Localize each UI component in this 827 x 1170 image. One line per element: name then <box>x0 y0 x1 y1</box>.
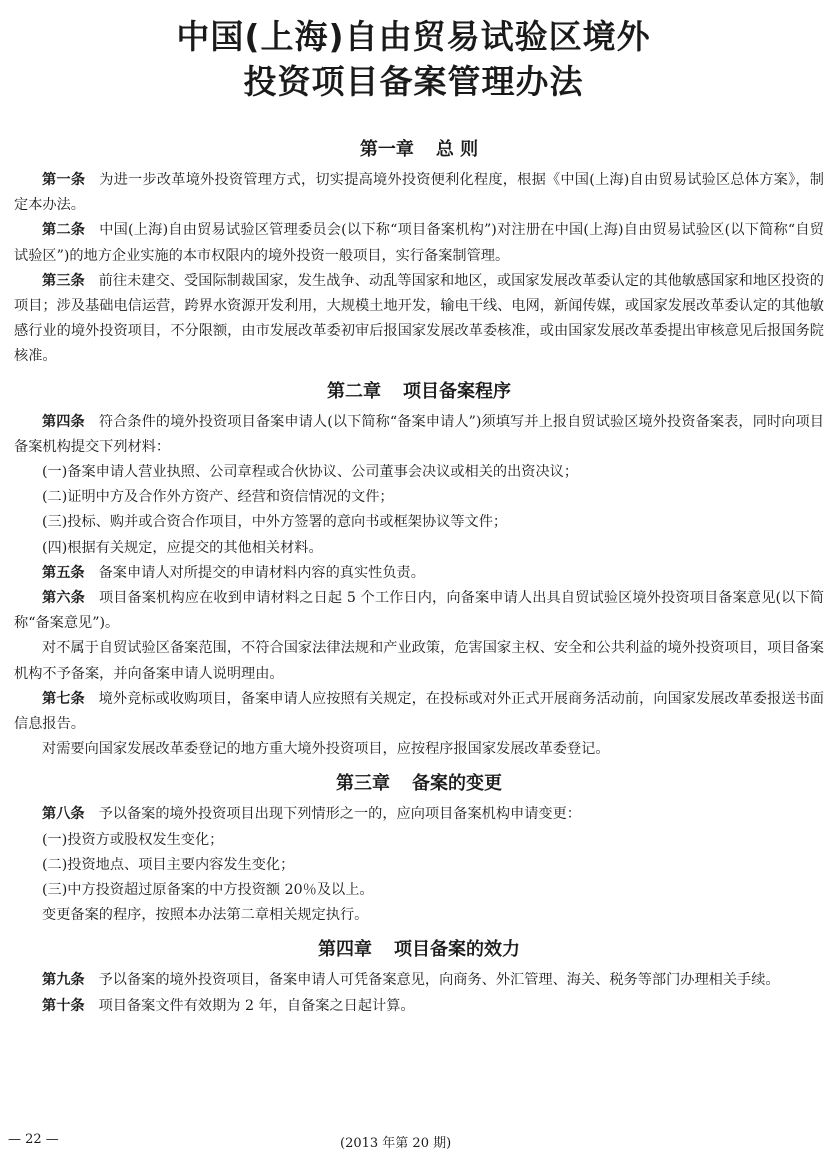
article-label: 第五条 <box>42 564 85 581</box>
chapter-number: 第四章 <box>318 939 372 961</box>
article-paragraph <box>14 410 824 460</box>
article-text: (二)投资地点、项目主要内容发生变化； <box>42 856 295 873</box>
article-paragraph <box>14 968 824 993</box>
article-paragraph <box>14 536 824 561</box>
article-label: 第四条 <box>42 413 85 430</box>
article-paragraph <box>14 802 824 827</box>
issue-number: (2013 年第 20 期) <box>340 1136 452 1151</box>
article-text: (一)备案申请人营业执照、公司章程或合伙协议、公司董事会决议或相关的出资决议； <box>42 464 579 481</box>
article-paragraph <box>14 903 824 928</box>
article-label: 第十条 <box>42 997 85 1014</box>
article-text: (一)投资方或股权发生变化； <box>42 831 224 848</box>
article-paragraph <box>14 485 824 510</box>
article-paragraph <box>14 168 824 218</box>
article-text: 变更备案的程序，按照本办法第二章相关规定执行。 <box>42 907 369 924</box>
chapter-title: 备案的变更 <box>412 773 502 795</box>
article-paragraph <box>14 853 824 878</box>
chapter-title: 项目备案程序 <box>403 380 511 402</box>
chapter-heading <box>14 370 824 410</box>
article-label: 第一条 <box>42 172 86 188</box>
chapter-heading <box>14 928 824 968</box>
article-paragraph <box>14 586 824 636</box>
article-paragraph <box>14 460 824 485</box>
chapter-title: 项目备案的效力 <box>394 939 520 961</box>
article-text: 境外竞标或收购项目，备案申请人应按照有关规定，在投标或对外正式开展商务活动前，向国家发展改革委报送书面信息报告。 <box>14 690 824 733</box>
article-paragraph <box>14 636 824 686</box>
article-paragraph <box>14 218 824 268</box>
article-paragraph <box>14 561 824 586</box>
article-text: 中国(上海)自由贸易试验区管理委员会(以下称“项目备案机构”)对注册在中国(上海)自由贸易试验区(以下简称“自贸试验区”)的地方企业实施的本市权限内的境外投资一般项目，实行备案制管理。 <box>14 222 824 264</box>
article-paragraph <box>14 878 824 903</box>
chapter-heading <box>14 128 824 168</box>
chapter-number: 第三章 <box>336 773 390 795</box>
article-text: 项目备案机构应在收到申请材料之日起 5 个工作日内，向备案申请人出具自贸试验区境外投资项目备案意见(以下简称“备案意见”)。 <box>14 590 824 632</box>
document-body <box>14 128 824 1019</box>
page-number: — 22 — <box>8 1132 59 1147</box>
chapter-title: 总 则 <box>435 139 479 160</box>
chapter-number: 第二章 <box>327 380 381 402</box>
article-label: 第七条 <box>42 690 85 707</box>
article-paragraph <box>14 828 824 853</box>
article-paragraph <box>14 737 824 762</box>
chapter-heading <box>14 762 824 802</box>
article-text: (三)中方投资超过原备案的中方投资额 20％及以上。 <box>42 882 374 899</box>
article-paragraph <box>14 994 824 1019</box>
title-line-1: 中国(上海)自由贸易试验区境外 <box>176 17 651 56</box>
article-paragraph <box>14 510 824 535</box>
article-text: (二)证明中方及合作外方资产、经营和资信情况的文件； <box>42 489 394 506</box>
article-text: 予以备案的境外投资项目出现下列情形之一的，应向项目备案机构申请变更： <box>98 806 581 823</box>
article-text: 予以备案的境外投资项目，备案申请人可凭备案意见，向商务、外汇管理、海关、税务等部门办理相关手续。 <box>98 972 780 989</box>
page-footer <box>0 1128 827 1158</box>
article-text: (四)根据有关规定，应提交的其他相关材料。 <box>42 539 323 556</box>
article-paragraph <box>14 687 824 737</box>
article-label: 第二条 <box>42 222 86 239</box>
article-text: 为进一步改革境外投资管理方式，切实提高境外投资便利化程度，根据《中国(上海)自由贸易试验区总体方案》，制定本办法。 <box>14 172 824 214</box>
document-title <box>0 14 827 104</box>
article-text: 符合条件的境外投资项目备案申请人(以下简称“备案申请人”)须填写并上报自贸试验区境外投资备案表，同时向项目备案机构提交下列材料： <box>14 413 824 455</box>
article-text: 前往未建交、受国际制裁国家，发生战争、动乱等国家和地区，或国家发展改革委认定的其他敏感国家和地区投资的项目；涉及基础电信运营，跨界水资源开发利用，大规模土地开发，输电干线、电网，新闻传媒，或国家发展改革委认定的其他敏感行业的境外投资项目，不分限额，由市发展改革委初审后报国家发展改革委核准，或由国家发展改革委提出审核意见后报国务院核准。 <box>14 272 824 365</box>
article-text: 项目备案文件有效期为 2 年，自备案之日起计算。 <box>98 997 415 1014</box>
article-label: 第九条 <box>42 972 85 989</box>
article-text: (三)投标、购并或合资合作项目，中外方签署的意向书或框架协议等文件； <box>42 514 508 531</box>
article-label: 第六条 <box>42 590 85 607</box>
article-paragraph <box>14 269 824 370</box>
chapter-number: 第一章 <box>359 139 414 160</box>
article-text: 对需要向国家发展改革委登记的地方重大境外投资项目，应按程序报国家发展改革委登记。 <box>42 741 610 758</box>
article-text: 对不属于自贸试验区备案范围，不符合国家法律法规和产业政策，危害国家主权、安全和公共利益的境外投资项目，项目备案机构不予备案，并向备案申请人说明理由。 <box>14 640 824 682</box>
article-label: 第八条 <box>42 806 85 823</box>
title-line-2: 投资项目备案管理办法 <box>243 62 584 101</box>
article-label: 第三条 <box>42 272 85 289</box>
article-text: 备案申请人对所提交的申请材料内容的真实性负责。 <box>98 564 425 581</box>
